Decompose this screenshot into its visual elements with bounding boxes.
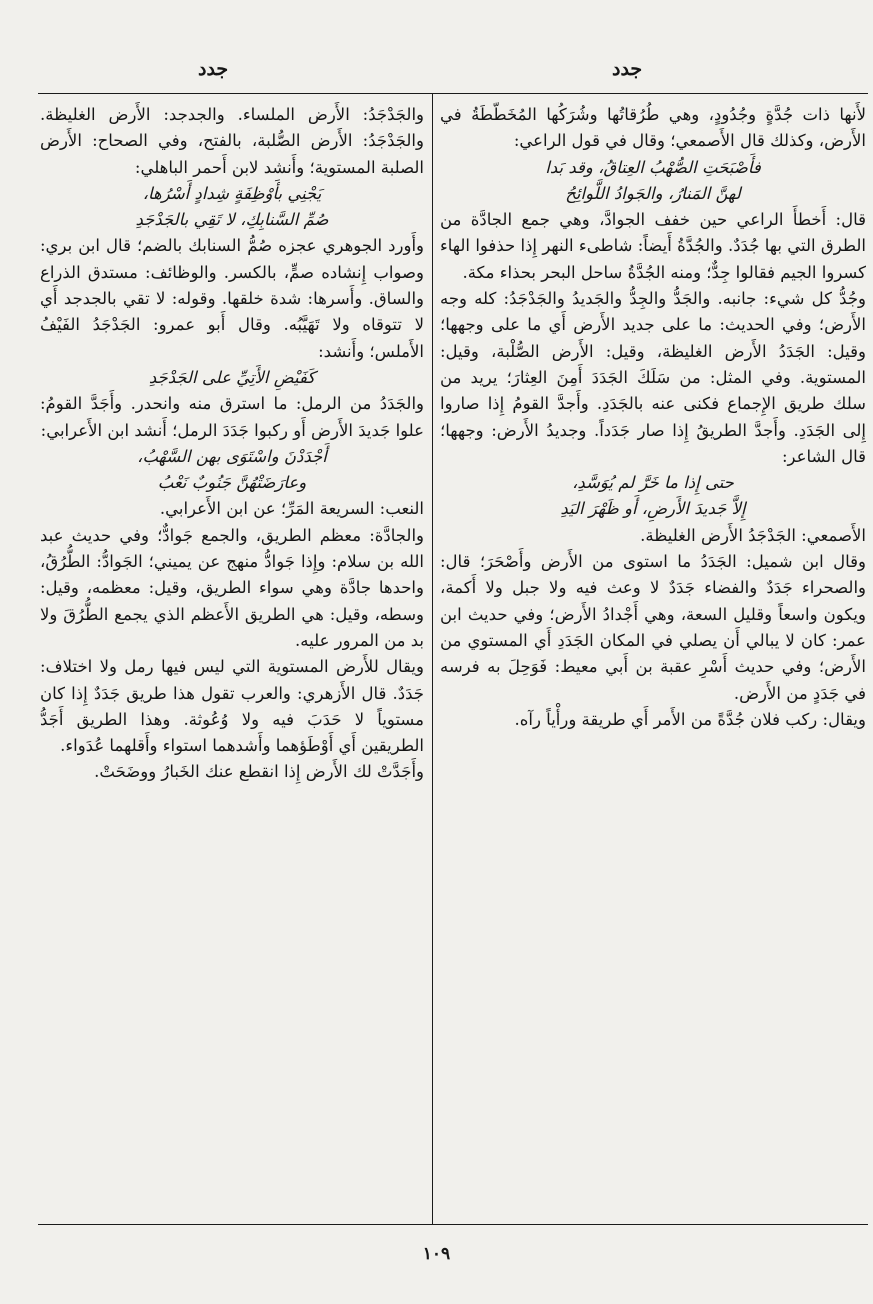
paragraph: وأَورد الجوهري عجزه صُمُّ السنابك بالضم؛ قال ابن بري: وصواب إِنشاده صمٍّ، بالكسر. والوظائف: مستدق الذراع والساق. وأَسرها: شدة خلقها. وقوله: لا تقي بالجدجد أَي لا تتوقاه ولا تَهَيَّبُه. وقال أَبو عمرو: الجَدْجَدُ الفَيْفُ الأَملس؛ وأَنشد: — [40, 236, 424, 361]
footer-rule — [38, 1224, 868, 1225]
paragraph: ويقال: ركب فلان جُدَّةً من الأَمر أَي طريقة ورأْياً رآه. — [514, 709, 866, 729]
paragraph: وأَجَدَّتْ لك الأَرض إِذا انقطع عنك الخَبارُ ووضَحَتْ. — [94, 762, 424, 782]
verse-line: صُمِّ السَّنابِكِ، لا تَقِي بالجَدْجَدِ — [135, 210, 329, 230]
verse-line: أَجْدَدْنَ واسْتَوَى بهن السَّهْبُ، — [137, 446, 327, 466]
right-text-column — [440, 102, 866, 1220]
paragraph: الأَصمعي: الجَدْجَدُ الأَرض الغليظة. — [640, 525, 866, 545]
verse-line: إِلاَّ جَديدَ الأَرضِ، أَو ظَهْرَ اليَدِ — [560, 499, 746, 519]
paragraph: وقال ابن شميل: الجَدَدُ ما استوى من الأَرض وأَصْحَرَ؛ قال: والصحراء جَدَدٌ والفضاء جَدَدٌ لا وعث فيه ولا جبل ولا أَكمة، ويكون واسعاً وقليل السعة، وهي أَجْدادُ الأَرض؛ وفي حديث ابن عمر: كان لا يبالي أَن يصلي في المكان الجَدَدِ أَي المستوي من الأَرض؛ وفي حديث أَسْرِ عقبة بن أَبي معيط: فَوَحِلَ به فرسه في جَدَدٍ من الأَرض. — [440, 552, 866, 703]
paragraph: قال: أَخطأَ الراعي حين خفف الجوادَّ، وهي جمع الجادَّة من الطرق التي بها جُدَدٌ. والجُدَّةُ أَيضاً: شاطىء النهر إِذا حذفوا الهاء كسروا الجيم فقالوا جِدٌّ؛ ومنه الجُدَّةُ ساحل البحر بحذاء مكة. — [440, 210, 866, 282]
paragraph: والجَدَدُ من الرمل: ما استرق منه وانحدر. وأَجَدَّ القومُ: علوا جَديدَ الأَرض أَو ركبوا جَدَدَ الرمل؛ أَنشد ابن الأَعرابي: — [40, 394, 424, 440]
paragraph: والجادَّة: معظم الطريق، والجمع جَوادٌّ؛ وفي حديث عبد الله بن سلام: وإِذا جَوادُّ منهج عن يميني؛ الجَوادُّ: الطُّرُقُ، واحدها جادَّة وهي سواء الطريق، وقيل: معظمه، وقيل: وسطه، وقيل: هي الطريق الأَعظم الذي يجمع الطُّرُقَ ولا بد من المرور عليه. — [40, 525, 424, 650]
verse-line: لهنَّ المَنارُ، والجَوادُ اللَّوائِحُ — [565, 183, 741, 203]
paragraph: والجَدْجَدُ: الأَرض الملساء. والجدجد: الأَرض الغليظة. والجَدْجَدُ: الأَرض الصُّلبة، بالفتح، وفي الصحاح: الأَرض الصلبة المستوية؛ وأَنشد لابن أَحمر الباهلي: — [40, 105, 424, 177]
verse-line: فأَصْبَحَتِ الصُّهْبُ العِتاقُ، وقد بَدا — [545, 157, 761, 177]
verse-line: كَفَيْضِ الأَتِيِّ على الجَدْجَدِ — [148, 367, 316, 387]
column-divider — [432, 94, 433, 1224]
header-rule — [38, 93, 868, 94]
verse-line: يَجْنِي بأَوْظِفَةٍ شِدادٍ أَسْرُها، — [142, 183, 322, 203]
page-number: ١٠٩ — [422, 1244, 451, 1264]
verse-line: حتى إِذا ما خَرَّ لم يُوَسَّدِ، — [572, 473, 734, 493]
paragraph: لأَنها ذات جُدَّةٍ وجُدُودٍ، وهي طُرُقاتُها وشُرَكُها المُخَطَّطَةُ في الأَرض، وكذلك قال الأَصمعي؛ وقال في قول الراعي: — [440, 105, 866, 151]
right-column-headword: جدد — [612, 58, 643, 80]
left-text-column — [40, 102, 424, 1220]
left-column-headword: جدد — [198, 58, 229, 80]
paragraph: ويقال للأَرض المستوية التي ليس فيها رمل ولا اختلاف: جَدَدٌ. قال الأَزهري: والعرب تقول هذا طريق جَدَدٌ إِذا كان مستوياً لا حَدَبَ فيه ولا وُعُوثة. وهذا الطريق أَجَدُّ الطريقين أَي أَوْطَؤهما وأَشدهما استواء وأَقلهما عُدَواء. — [40, 657, 424, 756]
paragraph: النعب: السريعة المَرِّ؛ عن ابن الأَعرابي. — [159, 499, 424, 519]
paragraph: وجُدُّ كل شيء: جانبه. والجَدُّ والجِدُّ والجَديدُ والجَدْجَدُ: كله وجه الأَرض؛ وفي الحديث: ما على جديد الأَرض أَي ما على وجهها؛ وقيل: الجَدَدُ الأَرض الغليظة، وقيل: الأَرض الصُّلْبة، وقيل: المستوية. وفي المثل: من سَلَكَ الجَدَدَ أَمِنَ العِثارَ؛ يريد من سلك طريق الإِجماع فكنى عنه بالجَدَدِ. وأَجدَّ القومُ إِذا صاروا إِلى الجَدَدِ. وأَجدَّ الطريقُ إِذا صار جَدَداً. وجديدُ الأَرض: وجهها؛ قال الشاعر: — [440, 289, 866, 466]
verse-line: وعارَضَتْهُنَّ جَنُوبٌ نَعْبُ — [157, 473, 307, 493]
